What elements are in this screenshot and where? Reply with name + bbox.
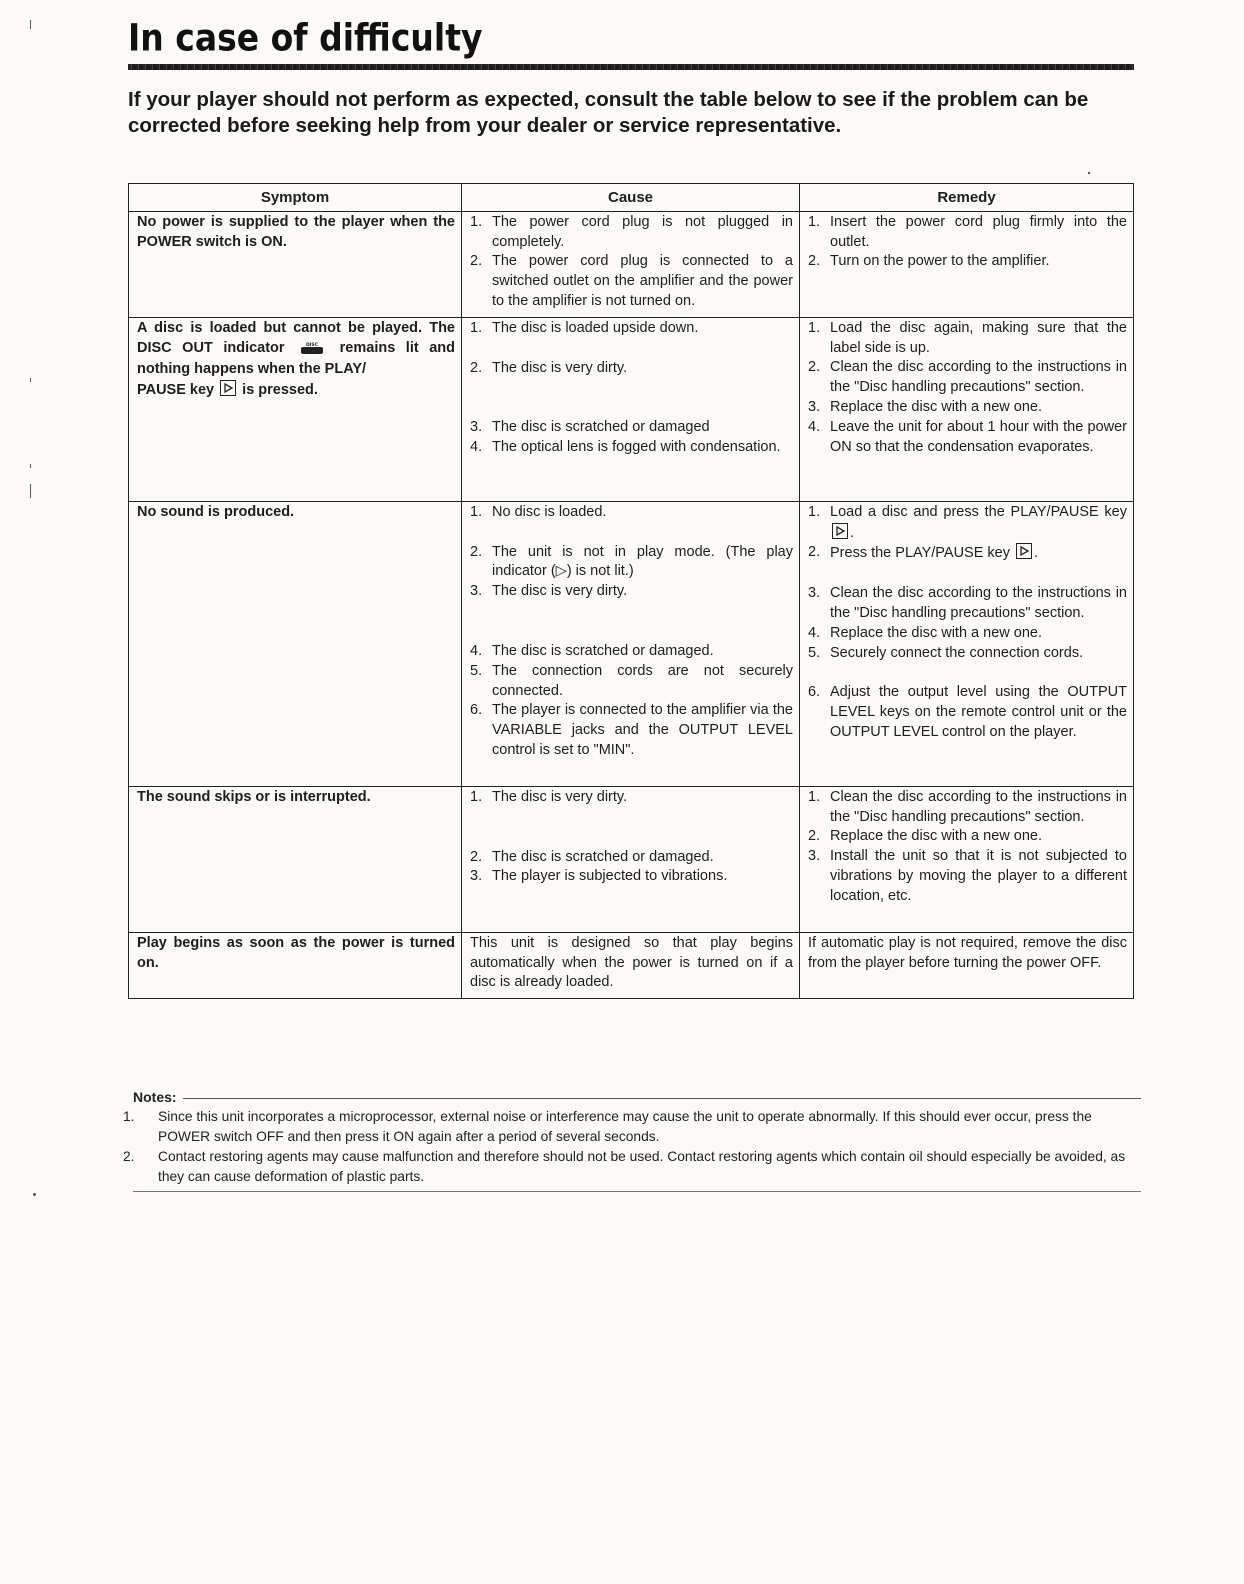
list-item: 5. Securely connect the connection cords. — [808, 644, 1084, 661]
notes-section — [123, 1087, 1141, 1192]
notes-rule — [183, 1098, 1141, 1099]
table-row — [129, 211, 1134, 317]
list-item: 3. The player is subjected to vibrations. — [470, 868, 728, 885]
list-item: 1. Load a disc and press the PLAY/PAUSE key . — [808, 503, 1127, 541]
symptom-cell: No sound is produced. — [129, 501, 462, 786]
list-item: 1. The disc is very dirty. — [470, 788, 628, 805]
list-item: 4. The optical lens is fogged with condensation. — [470, 439, 781, 456]
table-row — [129, 932, 1134, 998]
list-item: 3. Replace the disc with a new one. — [808, 398, 1042, 415]
list-item: 1. Clean the disc according to the instructions in the "Disc handling precautions" section. — [808, 788, 1127, 825]
disc-out-indicator-icon — [301, 341, 323, 361]
symptom-cell: No power is supplied to the player when the POWER switch is ON. — [129, 211, 462, 317]
play-pause-key-icon — [1016, 543, 1032, 559]
list-item: 2. The disc is scratched or damaged. — [470, 848, 714, 865]
header-symptom: Symptom — [129, 184, 462, 212]
note-item: 1. Since this unit incorporates a microprocessor, external noise or interference may cause the unit to operate abnormally. If this should ever occur, press the POWER switch OFF and then press it ON again after a period of several seconds. — [123, 1109, 1092, 1144]
table-row — [129, 501, 1134, 786]
list-item: 2. The disc is very dirty. — [470, 359, 628, 376]
list-item: 6. The player is connected to the amplifier via the VARIABLE jacks and the OUTPUT LEVEL control is set to "MIN". — [470, 702, 793, 758]
cause-cell — [462, 211, 800, 317]
notes-label: Notes: — [133, 1089, 177, 1105]
note-item: 2. Contact restoring agents may cause malfunction and therefore should not be used. Contact restoring agents which contain oil should especially be avoided, as they can cause deformation of plastic parts. — [123, 1149, 1126, 1184]
cause-cell — [462, 317, 800, 501]
table-row — [129, 317, 1134, 501]
cause-cell: This unit is designed so that play begins automatically when the power is turned on if a disc is already loaded. — [462, 932, 800, 998]
list-item: 1. No disc is loaded. — [470, 503, 607, 520]
list-item: 2. The unit is not in play mode. (The play indicator (▷) is not lit.) — [470, 543, 793, 580]
list-item: 3. Install the unit so that it is not subjected to vibrations by moving the player to a different location, etc. — [808, 848, 1127, 904]
notes-end-rule — [133, 1191, 1141, 1192]
list-item: 2. Clean the disc according to the instructions in the "Disc handling precautions" section. — [808, 359, 1127, 396]
list-item: 2. Replace the disc with a new one. — [808, 828, 1042, 845]
table-header-row — [129, 184, 1134, 212]
scan-mark — [30, 464, 31, 468]
symptom-cell: Play begins as soon as the power is turned on. — [129, 932, 462, 998]
scan-mark — [30, 378, 31, 382]
list-item: 1. Load the disc again, making sure that the label side is up. — [808, 319, 1127, 356]
list-item: 1. The power cord plug is not plugged in completely. — [470, 213, 793, 250]
header-cause: Cause — [462, 184, 800, 212]
remedy-cell — [800, 211, 1134, 317]
symptom-cell: A disc is loaded but cannot be played. The DISC OUT indicator DISC remains lit and nothing happens when the PLAY/ PAUSE key is pressed. — [129, 317, 462, 501]
scan-mark — [30, 20, 31, 29]
list-item: 1. The disc is loaded upside down. — [470, 319, 699, 336]
list-item: 4. Replace the disc with a new one. — [808, 624, 1042, 641]
play-pause-key-icon — [220, 380, 236, 396]
scan-mark — [33, 1193, 36, 1196]
remedy-cell — [800, 317, 1134, 501]
list-item: 3. The disc is scratched or damaged — [470, 419, 710, 436]
cause-cell — [462, 501, 800, 786]
header-remedy: Remedy — [800, 184, 1134, 212]
scan-mark — [30, 484, 31, 498]
list-item: 3. Clean the disc according to the instructions in the "Disc handling precautions" section. — [808, 585, 1127, 621]
list-item: 2. Turn on the power to the amplifier. — [808, 253, 1050, 270]
table-row — [129, 786, 1134, 932]
svg-text:DISC: DISC — [306, 342, 319, 348]
page-title: In case of difficulty — [128, 16, 483, 60]
list-item: 2. Press the PLAY/PAUSE key . — [808, 544, 1039, 562]
troubleshooting-table — [128, 183, 1134, 999]
list-item: 3. The disc is very dirty. — [470, 583, 628, 600]
notes-heading — [133, 1087, 1141, 1107]
list-item: 4. The disc is scratched or damaged. — [470, 642, 714, 659]
list-item: 2. The power cord plug is connected to a switched outlet on the amplifier and the power to the amplifier is not turned on. — [470, 253, 793, 309]
cause-cell — [462, 786, 800, 932]
list-item: 6. Adjust the output level using the OUTPUT LEVEL keys on the remote control unit or the OUTPUT LEVEL control on the player. — [808, 684, 1127, 740]
intro-paragraph: If your player should not perform as expected, consult the table below to see if the problem can be corrected before seeking help from your dealer or service representative. — [128, 88, 1089, 137]
list-item: 4. Leave the unit for about 1 hour with the power ON so that the condensation evaporates. — [808, 418, 1127, 455]
remedy-cell: If automatic play is not required, remove the disc from the player before turning the power OFF. — [800, 932, 1134, 998]
scan-mark — [1088, 172, 1090, 174]
remedy-cell — [800, 786, 1134, 932]
remedy-cell — [800, 501, 1134, 786]
list-item: 1. Insert the power cord plug firmly into the outlet. — [808, 213, 1127, 250]
symptom-cell: The sound skips or is interrupted. — [129, 786, 462, 932]
title-rule — [128, 64, 1134, 70]
list-item: 5. The connection cords are not securely connected. — [470, 662, 793, 699]
play-pause-key-icon — [832, 523, 848, 539]
